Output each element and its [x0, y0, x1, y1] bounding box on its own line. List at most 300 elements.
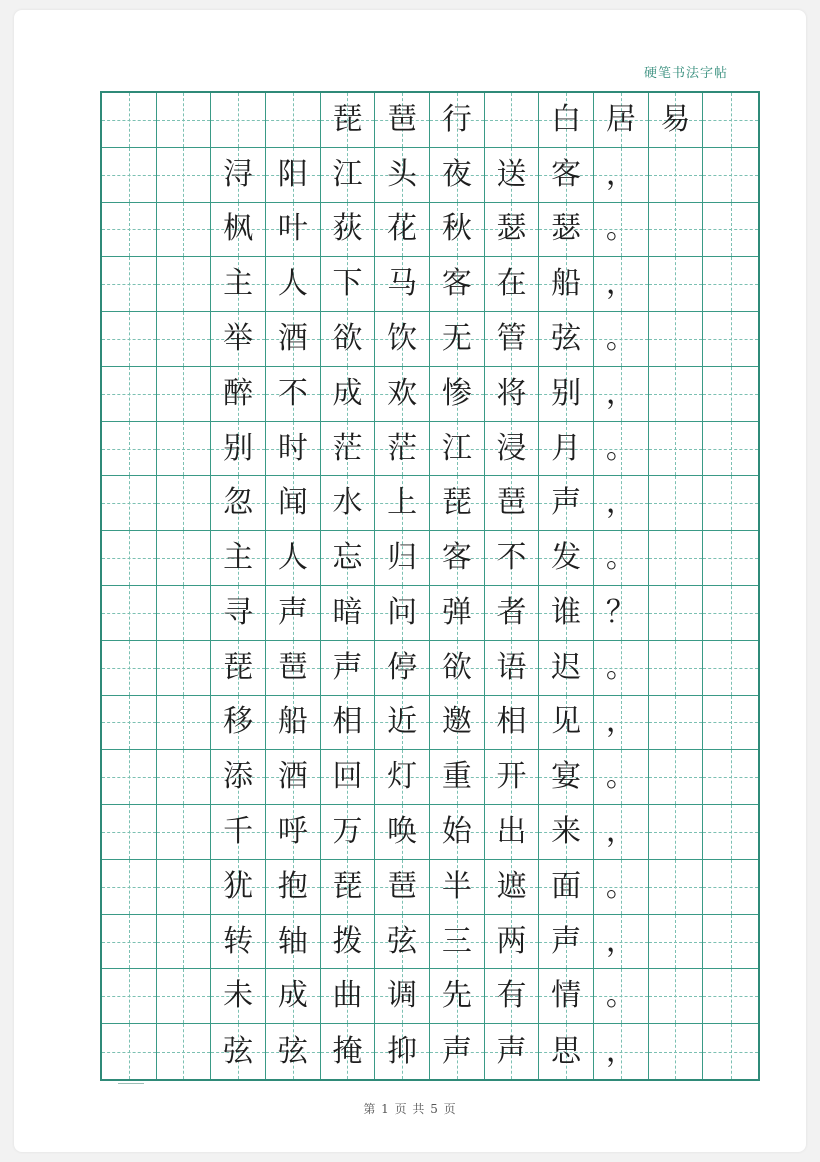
- grid-cell: [594, 257, 649, 312]
- grid-cell: [430, 805, 485, 860]
- grid-cell: [539, 915, 594, 970]
- grid-cell: [485, 422, 540, 477]
- grid-cell: [375, 641, 430, 696]
- grid-cell: [703, 257, 758, 312]
- grid-cell: [157, 422, 212, 477]
- grid-character: 酒: [277, 320, 308, 356]
- grid-cell: [594, 476, 649, 531]
- grid-cell: [594, 750, 649, 805]
- grid-character: 客: [441, 540, 472, 576]
- grid-character: 声: [277, 594, 308, 630]
- grid-character: 醉: [223, 375, 254, 411]
- grid-character: 将: [496, 375, 527, 411]
- grid-cell: [321, 1024, 376, 1079]
- grid-cell: [266, 696, 321, 751]
- grid-cell: [102, 696, 157, 751]
- grid-character: 先: [441, 978, 472, 1014]
- grid-cell: [703, 531, 758, 586]
- grid-character: 荻: [332, 211, 363, 247]
- grid-cell: [102, 969, 157, 1024]
- grid-cell: [266, 257, 321, 312]
- grid-cell: [485, 148, 540, 203]
- grid-character: 在: [496, 266, 527, 302]
- grid-character: 有: [496, 978, 527, 1014]
- grid-character: 弦: [551, 320, 582, 356]
- grid-character: 水: [332, 485, 363, 521]
- grid-cell: [211, 422, 266, 477]
- grid-character: 转: [223, 923, 254, 959]
- grid-character: ，: [605, 1033, 636, 1069]
- grid-cell: [266, 805, 321, 860]
- grid-character: 唤: [387, 813, 418, 849]
- grid-cell: [157, 312, 212, 367]
- grid-character: 移: [223, 704, 254, 740]
- grid-cell: [157, 93, 212, 148]
- grid-character: 琶: [387, 868, 418, 904]
- grid-character: ？: [605, 594, 636, 630]
- grid-character: 相: [332, 704, 363, 740]
- grid-cell: [594, 531, 649, 586]
- tianzige-grid: [100, 91, 760, 1081]
- grid-character: 忘: [332, 540, 363, 576]
- grid-character: 迟: [551, 649, 582, 685]
- grid-cell: [266, 586, 321, 641]
- grid-character: 情: [551, 978, 582, 1014]
- grid-character: 抑: [387, 1033, 418, 1069]
- grid-character: 惨: [441, 375, 472, 411]
- grid-cell: [430, 476, 485, 531]
- grid-cell: [102, 805, 157, 860]
- grid-cell: [321, 312, 376, 367]
- grid-cell: [211, 257, 266, 312]
- grid-cell: [539, 422, 594, 477]
- grid-cell: [157, 586, 212, 641]
- grid-cell: [321, 915, 376, 970]
- grid-cell: [649, 531, 704, 586]
- grid-cell: [375, 1024, 430, 1079]
- grid-character: 琵: [223, 649, 254, 685]
- grid-character: 居: [605, 101, 636, 137]
- grid-cell: [266, 422, 321, 477]
- grid-cell: [703, 312, 758, 367]
- grid-character: 面: [551, 868, 582, 904]
- grid-cell: [430, 641, 485, 696]
- grid-character: 。: [605, 649, 636, 685]
- grid-cell: [266, 969, 321, 1024]
- grid-character: 见: [551, 704, 582, 740]
- grid-cell: [157, 257, 212, 312]
- grid-cell: [375, 531, 430, 586]
- grid-cell: [539, 367, 594, 422]
- grid-character: 开: [496, 759, 527, 795]
- grid-character: 宴: [551, 759, 582, 795]
- grid-cell: [485, 257, 540, 312]
- grid-character: 成: [277, 978, 308, 1014]
- grid-character: 。: [605, 430, 636, 466]
- grid-cell: [321, 476, 376, 531]
- grid-cell: [102, 148, 157, 203]
- grid-character: 调: [387, 978, 418, 1014]
- grid-cell: [594, 148, 649, 203]
- grid-character: 。: [605, 540, 636, 576]
- grid-cell: [157, 969, 212, 1024]
- grid-character: 。: [605, 211, 636, 247]
- grid-character: 琶: [387, 101, 418, 137]
- grid-cell: [102, 1024, 157, 1079]
- grid-cell: [211, 531, 266, 586]
- grid-character: 来: [551, 813, 582, 849]
- grid-cell: [211, 476, 266, 531]
- grid-cell: [375, 969, 430, 1024]
- grid-cell: [703, 805, 758, 860]
- grid-cell: [703, 203, 758, 258]
- grid-character: 枫: [223, 211, 254, 247]
- grid-cell: [321, 641, 376, 696]
- grid-character: 添: [223, 759, 254, 795]
- grid-cell: [594, 1024, 649, 1079]
- grid-cell: [430, 422, 485, 477]
- grid-cell: [375, 203, 430, 258]
- grid-cell: [102, 93, 157, 148]
- grid-character: 呼: [277, 813, 308, 849]
- grid-character: 犹: [223, 868, 254, 904]
- grid-character: 瑟: [551, 211, 582, 247]
- grid-cell: [211, 969, 266, 1024]
- grid-character: ，: [605, 923, 636, 959]
- grid-character: ，: [605, 156, 636, 192]
- grid-character: 停: [387, 649, 418, 685]
- grid-character: 寻: [223, 594, 254, 630]
- grid-character: 月: [551, 430, 582, 466]
- grid-character: 出: [496, 813, 527, 849]
- grid-character: 相: [496, 704, 527, 740]
- grid-cell: [321, 531, 376, 586]
- grid-cell: [102, 915, 157, 970]
- grid-character: 人: [277, 266, 308, 302]
- grid-cell: [594, 860, 649, 915]
- grid-cell: [157, 641, 212, 696]
- grid-cell: [157, 696, 212, 751]
- grid-character: 送: [496, 156, 527, 192]
- grid-cell: [266, 860, 321, 915]
- grid-cell: [321, 969, 376, 1024]
- grid-cell: [157, 1024, 212, 1079]
- grid-character: 上: [387, 485, 418, 521]
- grid-cell: [375, 860, 430, 915]
- sheet-title: 硬笔书法字帖: [643, 66, 728, 81]
- grid-character: 声: [441, 1033, 472, 1069]
- grid-cell: [430, 969, 485, 1024]
- grid-cell: [321, 257, 376, 312]
- grid-cell: [649, 805, 704, 860]
- grid-cell: [211, 93, 266, 148]
- grid-cell: [703, 641, 758, 696]
- grid-character: 船: [551, 266, 582, 302]
- grid-cell: [485, 969, 540, 1024]
- grid-character: 邀: [441, 704, 472, 740]
- grid-character: 无: [441, 320, 472, 356]
- grid-cell: [430, 1024, 485, 1079]
- grid-character: 谁: [551, 594, 582, 630]
- grid-character: 头: [387, 156, 418, 192]
- grid-cell: [375, 586, 430, 641]
- grid-character: 声: [496, 1033, 527, 1069]
- grid-cell: [539, 696, 594, 751]
- grid-character: 易: [660, 101, 691, 137]
- grid-cell: [375, 422, 430, 477]
- grid-cell: [649, 860, 704, 915]
- grid-cell: [703, 750, 758, 805]
- grid-cell: [321, 203, 376, 258]
- grid-character: 。: [605, 320, 636, 356]
- grid-character: 。: [605, 759, 636, 795]
- grid-cell: [703, 93, 758, 148]
- grid-character: 琶: [496, 485, 527, 521]
- grid-cell: [102, 312, 157, 367]
- grid-character: ，: [605, 375, 636, 411]
- grid-cell: [102, 641, 157, 696]
- grid-cell: [102, 257, 157, 312]
- grid-character: 近: [387, 704, 418, 740]
- grid-cell: [211, 915, 266, 970]
- grid-cell: [321, 750, 376, 805]
- grid-cell: [266, 1024, 321, 1079]
- grid-cell: [375, 367, 430, 422]
- grid-character: 琵: [332, 868, 363, 904]
- grid-character: ，: [605, 704, 636, 740]
- grid-cell: [266, 203, 321, 258]
- grid-character: 主: [223, 266, 254, 302]
- grid-cell: [649, 422, 704, 477]
- grid-character: ，: [605, 813, 636, 849]
- grid-character: 归: [387, 540, 418, 576]
- grid-cell: [594, 203, 649, 258]
- grid-cell: [321, 860, 376, 915]
- grid-character: 忽: [223, 485, 254, 521]
- grid-cell: [539, 805, 594, 860]
- grid-cell: [703, 586, 758, 641]
- grid-cell: [703, 860, 758, 915]
- grid-character: 秋: [441, 211, 472, 247]
- grid-character: ，: [605, 266, 636, 302]
- grid-character: 弦: [277, 1033, 308, 1069]
- grid-character: 马: [387, 266, 418, 302]
- grid-cell: [375, 257, 430, 312]
- grid-cell: [539, 531, 594, 586]
- grid-character: 不: [277, 375, 308, 411]
- grid-character: 拨: [332, 923, 363, 959]
- grid-cell: [539, 1024, 594, 1079]
- grid-character: 抱: [277, 868, 308, 904]
- grid-cell: [102, 203, 157, 258]
- grid-character: 轴: [277, 923, 308, 959]
- grid-character: 万: [332, 813, 363, 849]
- grid-character: 弦: [223, 1033, 254, 1069]
- grid-character: 者: [496, 594, 527, 630]
- grid-cell: [211, 641, 266, 696]
- grid-cell: [211, 750, 266, 805]
- grid-cell: [485, 860, 540, 915]
- grid-cell: [266, 531, 321, 586]
- grid-character: 欲: [441, 649, 472, 685]
- grid-cell: [430, 531, 485, 586]
- grid-cell: [539, 641, 594, 696]
- grid-character: 三: [441, 923, 472, 959]
- grid-character: 遮: [496, 868, 527, 904]
- grid-cell: [266, 93, 321, 148]
- grid-cell: [485, 805, 540, 860]
- grid-cell: [485, 203, 540, 258]
- grid-character: 茫: [332, 430, 363, 466]
- grid-cell: [430, 148, 485, 203]
- grid-character: 时: [277, 430, 308, 466]
- grid-cell: [157, 915, 212, 970]
- grid-character: 叶: [277, 211, 308, 247]
- grid-cell: [594, 367, 649, 422]
- grid-cell: [703, 148, 758, 203]
- grid-character: 琵: [332, 101, 363, 137]
- grid-cell: [539, 969, 594, 1024]
- grid-character: 。: [605, 868, 636, 904]
- grid-character: 琵: [441, 485, 472, 521]
- grid-character: 白: [551, 101, 582, 137]
- grid-cell: [157, 367, 212, 422]
- grid-cell: [703, 422, 758, 477]
- grid-character: 举: [223, 320, 254, 356]
- grid-cell: [649, 915, 704, 970]
- grid-character: 瑟: [496, 211, 527, 247]
- grid-cell: [211, 696, 266, 751]
- grid-cell: [539, 860, 594, 915]
- grid-cell: [703, 1024, 758, 1079]
- grid-cell: [594, 586, 649, 641]
- grid-character: 阳: [277, 156, 308, 192]
- grid-cell: [594, 312, 649, 367]
- grid-character: 半: [441, 868, 472, 904]
- grid-cell: [102, 367, 157, 422]
- grid-character: 暗: [332, 594, 363, 630]
- grid-cell: [594, 93, 649, 148]
- grid-cell: [321, 148, 376, 203]
- grid-cell: [375, 696, 430, 751]
- grid-cell: [485, 531, 540, 586]
- grid-cell: [649, 641, 704, 696]
- grid-cell: [430, 203, 485, 258]
- grid-character: 别: [551, 375, 582, 411]
- grid-character: 江: [441, 430, 472, 466]
- grid-character: 重: [441, 759, 472, 795]
- grid-character: 江: [332, 156, 363, 192]
- grid-character: 未: [223, 978, 254, 1014]
- grid-character: 夜: [441, 156, 472, 192]
- grid-cell: [375, 915, 430, 970]
- grid-cell: [539, 93, 594, 148]
- grid-cell: [321, 422, 376, 477]
- grid-cell: [485, 696, 540, 751]
- grid-cell: [430, 750, 485, 805]
- grid-cell: [375, 805, 430, 860]
- grid-cell: [594, 422, 649, 477]
- grid-cell: [485, 476, 540, 531]
- grid-character: 成: [332, 375, 363, 411]
- grid-cell: [266, 367, 321, 422]
- grid-cell: [485, 1024, 540, 1079]
- grid-character: 闻: [277, 485, 308, 521]
- grid-character: 欢: [387, 375, 418, 411]
- grid-character: 发: [551, 540, 582, 576]
- grid-character: ，: [605, 485, 636, 521]
- grid-cell: [266, 641, 321, 696]
- grid-cell: [375, 476, 430, 531]
- grid-cell: [430, 696, 485, 751]
- grid-cell: [157, 805, 212, 860]
- grid-cell: [539, 203, 594, 258]
- grid-cell: [539, 257, 594, 312]
- grid-cell: [430, 860, 485, 915]
- grid-cell: [430, 915, 485, 970]
- grid-cell: [539, 312, 594, 367]
- grid-cell: [594, 641, 649, 696]
- grid-cell: [266, 476, 321, 531]
- grid-cell: [375, 148, 430, 203]
- grid-cell: [594, 915, 649, 970]
- grid-character: 掩: [332, 1033, 363, 1069]
- grid-cell: [211, 312, 266, 367]
- grid-character: 别: [223, 430, 254, 466]
- grid-character: 主: [223, 540, 254, 576]
- grid-cell: [485, 93, 540, 148]
- grid-character: 弦: [387, 923, 418, 959]
- grid-cell: [211, 148, 266, 203]
- grid-cell: [375, 312, 430, 367]
- grid-cell: [102, 860, 157, 915]
- grid-cell: [430, 257, 485, 312]
- grid-cell: [102, 476, 157, 531]
- grid-character: 花: [387, 211, 418, 247]
- grid-corner-mark: [118, 1083, 144, 1084]
- page-counter: 第 1 页 共 5 页: [363, 1102, 457, 1116]
- grid-cell: [539, 148, 594, 203]
- grid-cell: [649, 312, 704, 367]
- grid-character: 问: [387, 594, 418, 630]
- grid-cell: [157, 148, 212, 203]
- grid-cell: [266, 750, 321, 805]
- grid-cell: [157, 476, 212, 531]
- grid-character: 管: [496, 320, 527, 356]
- grid-cell: [430, 312, 485, 367]
- grid-character: 欲: [332, 320, 363, 356]
- grid-cell: [539, 750, 594, 805]
- grid-cell: [321, 586, 376, 641]
- grid-cell: [266, 915, 321, 970]
- grid-cell: [649, 696, 704, 751]
- grid-character: 不: [496, 540, 527, 576]
- grid-character: 声: [551, 485, 582, 521]
- grid-character: 两: [496, 923, 527, 959]
- grid-cell: [375, 93, 430, 148]
- grid-cell: [375, 750, 430, 805]
- grid-character: 回: [332, 759, 363, 795]
- grid-character: 声: [551, 923, 582, 959]
- grid-cell: [539, 476, 594, 531]
- practice-sheet: [14, 10, 806, 1152]
- grid-character: 船: [277, 704, 308, 740]
- grid-cell: [485, 641, 540, 696]
- grid-character: 琶: [277, 649, 308, 685]
- grid-cell: [321, 805, 376, 860]
- grid-cell: [321, 367, 376, 422]
- grid-cell: [211, 203, 266, 258]
